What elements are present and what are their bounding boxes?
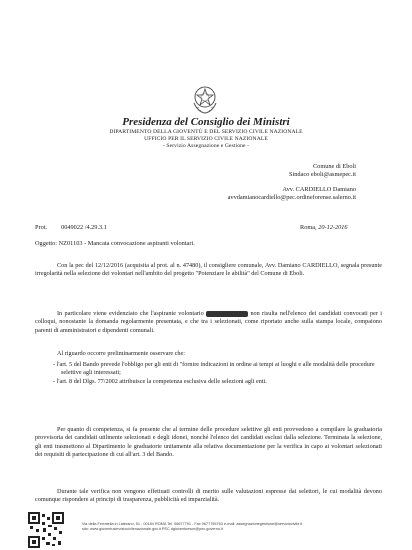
protocol-value: 0049022 /4.29.3.1	[61, 224, 107, 231]
body-paragraph-1	[35, 262, 382, 279]
paragraph-text-end: non risulta nell'elenco dei candidati convocati per i colloqui, nonostante la domanda regolarmente presentata, e che tra i selezionati, come riportato anche sulla stampa locale, compaiono parenti di amministratori e dipendenti comunali.	[35, 310, 383, 334]
redacted-name	[206, 311, 248, 317]
list-item: - l'art. 8 del Dlgs. 77/2002 attribuisce la competenza esclusiva delle selezioni agli enti.	[53, 377, 267, 385]
recipient-lawyer-email: avvdamianocardiello@pec.ordineforense.salerno.it	[227, 194, 356, 201]
service-line: - Servizio Assegnazione e Gestione -	[162, 143, 250, 149]
qr-code-icon	[28, 512, 64, 548]
letter-footer	[82, 522, 382, 532]
recipient-municipality: Comune di Eboli	[312, 163, 356, 170]
recipient-lawyer: Avv. CARDIELLO Damiano	[282, 186, 356, 193]
date-place: Roma,	[300, 224, 317, 231]
rules-list	[53, 361, 383, 386]
department-line: DIPARTIMENTO DELLA GIOVENTÙ E DEL SERVIZIO CIVILE NAZIONALE	[109, 129, 303, 135]
footer-contacts: sito: www.gioventuserviziocivilenazionale.gov.it PEC dgioventuescn@pec.governo.it	[82, 527, 223, 531]
footer-address: Via della Ferratella in Laterano, 51 - 00184 ROMA Tel. 06677791 - Fax 0677795763 e-mail: assegnazionegestione@serviziocivile.it	[82, 522, 303, 526]
paragraph-text	[35, 310, 382, 335]
body-paragraph-4	[35, 426, 382, 460]
italian-republic-emblem-icon	[190, 83, 220, 115]
paragraph-text: Per quanto di competenza, si fa presente che al termine delle procedure selettive gli enti provvedono a compilare la graduatoria provvisoria dei candidati utilmente selezionati e degli idonei, nonché l'elenco dei candidati esclusi dalla selezione. Terminata la selezione, gli enti trasmettono al Dipartimento le graduatorie unitamente alla relativa documentazione per la verifica in capo ai volontari selezionati dei requisiti di partecipazione di cui all'art. 3 del Bando.	[35, 426, 382, 459]
paragraph-text: Al riguardo occorre preliminarmente osservare che:	[57, 350, 185, 357]
list-item: - l'art. 5 del Bando prevede l'obbligo per gli enti di "fornire indicazioni in ordine ai tempi ai luoghi e alle modalità delle procedure selettive agli interessati;	[53, 361, 375, 377]
body-paragraph-5	[35, 488, 382, 505]
date-value: 20-12-2016	[318, 224, 348, 231]
letter-subject: Oggetto: NZ01103 - Mancata convocazione aspiranti volontari.	[35, 240, 195, 247]
institution-title: Presidenza del Consiglio dei Ministri	[122, 116, 290, 128]
protocol-number	[35, 224, 107, 231]
paragraph-text-start: In particolare viene evidenziato che l'aspirante volontario	[57, 310, 204, 317]
office-line: UFFICIO PER IL SERVIZIO CIVILE NAZIONALE	[144, 136, 268, 142]
paragraph-text: Con la pec del 12/12/2016 (acquisita al prot. al n. 47480), il consigliere comunale, Avv. Damiano CARDIELLO, segnala presunte irregolarità nella selezione dei volontari nell'ambito del progetto "Potenziare le abilità" del Comune di Eboli.	[35, 262, 382, 278]
body-paragraph-3	[35, 350, 382, 358]
body-paragraph-2	[35, 310, 382, 335]
recipient-mayor-email: Sindaco eboli@asmepec.it	[289, 171, 356, 178]
letter-date	[300, 224, 348, 231]
protocol-label: Prot.	[35, 224, 48, 231]
paragraph-text: Durante tale verifica non vengono effettuati controlli di merito sulle valutazioni espresse dai selettori, le cui modalità devono comunque rispondere ai principi di trasparenza, pubblicità ed imparzialità.	[35, 488, 382, 504]
